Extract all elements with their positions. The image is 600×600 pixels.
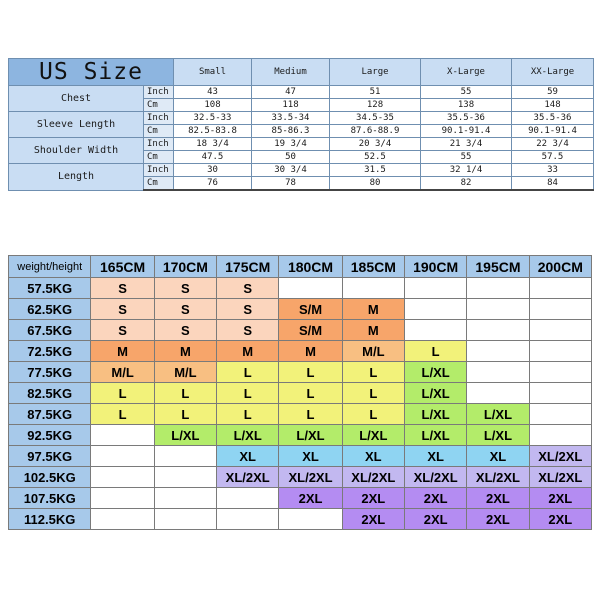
weight-row (9, 488, 592, 509)
weight-label: 92.5KG (9, 425, 91, 446)
size-cell (91, 446, 154, 467)
size-header: Medium (252, 59, 330, 86)
size-cell: L (279, 404, 342, 425)
value-cell: 82.5-83.8 (174, 125, 252, 138)
weight-label: 67.5KG (9, 320, 91, 341)
size-cell: 2XL (404, 488, 466, 509)
size-cell: L (217, 383, 279, 404)
size-header: Small (174, 59, 252, 86)
size-cell (217, 509, 279, 530)
size-cell: M (91, 341, 154, 362)
size-cell: S (154, 278, 216, 299)
weight-height-chart (8, 255, 592, 530)
value-cell: 21 3/4 (421, 138, 512, 151)
size-cell (467, 383, 529, 404)
size-cell: L (279, 383, 342, 404)
size-cell: 2XL (529, 488, 591, 509)
value-cell: 32 1/4 (421, 164, 512, 177)
unit-label: Cm (144, 151, 174, 164)
measure-label: Length (9, 164, 144, 191)
value-cell: 84 (512, 177, 594, 191)
size-cell: S (154, 299, 216, 320)
size-cell: S/M (279, 320, 342, 341)
weight-label: 57.5KG (9, 278, 91, 299)
measure-label: Sleeve Length (9, 112, 144, 138)
value-cell: 52.5 (330, 151, 421, 164)
weight-label: 102.5KG (9, 467, 91, 488)
value-cell: 55 (421, 151, 512, 164)
value-cell: 108 (174, 99, 252, 112)
us-size-chart (8, 58, 594, 191)
value-cell: 80 (330, 177, 421, 191)
value-cell: 59 (512, 86, 594, 99)
weight-row (9, 446, 592, 467)
size-cell (404, 278, 466, 299)
size-cell: L (342, 404, 404, 425)
value-cell: 33.5-34 (252, 112, 330, 125)
weight-label: 112.5KG (9, 509, 91, 530)
value-cell: 22 3/4 (512, 138, 594, 151)
size-cell (91, 425, 154, 446)
size-cell (467, 320, 529, 341)
size-cell: 2XL (467, 509, 529, 530)
value-cell: 138 (421, 99, 512, 112)
value-cell: 78 (252, 177, 330, 191)
measure-row-inch (9, 112, 594, 125)
weight-label: 97.5KG (9, 446, 91, 467)
value-cell: 50 (252, 151, 330, 164)
size-cell (467, 299, 529, 320)
size-cell: 2XL (404, 509, 466, 530)
value-cell: 90.1-91.4 (512, 125, 594, 138)
size-cell: M/L (342, 341, 404, 362)
weight-row (9, 383, 592, 404)
height-header: 170CM (154, 256, 216, 278)
unit-label: Inch (144, 138, 174, 151)
size-cell: 2XL (467, 488, 529, 509)
value-cell: 148 (512, 99, 594, 112)
size-cell: L/XL (404, 404, 466, 425)
size-cell (467, 278, 529, 299)
value-cell: 20 3/4 (330, 138, 421, 151)
size-cell (91, 467, 154, 488)
size-cell: L/XL (279, 425, 342, 446)
size-cell (467, 341, 529, 362)
height-header: 175CM (217, 256, 279, 278)
size-cell: L/XL (467, 404, 529, 425)
size-cell (467, 362, 529, 383)
value-cell: 31.5 (330, 164, 421, 177)
weight-row (9, 509, 592, 530)
size-cell: XL (217, 446, 279, 467)
size-cell (279, 278, 342, 299)
size-cell: 2XL (279, 488, 342, 509)
unit-label: Inch (144, 164, 174, 177)
size-cell: XL (467, 446, 529, 467)
value-cell: 51 (330, 86, 421, 99)
unit-label: Cm (144, 125, 174, 138)
size-cell: S (91, 320, 154, 341)
size-cell: XL/2XL (217, 467, 279, 488)
height-header-row (9, 256, 592, 278)
size-cell: L (342, 362, 404, 383)
size-cell: L (217, 404, 279, 425)
value-cell: 34.5-35 (330, 112, 421, 125)
value-cell: 43 (174, 86, 252, 99)
height-header: 200CM (529, 256, 591, 278)
size-cell (154, 509, 216, 530)
weight-row (9, 404, 592, 425)
unit-label: Inch (144, 86, 174, 99)
size-cell: S (154, 320, 216, 341)
weight-row (9, 341, 592, 362)
size-cell (529, 383, 591, 404)
value-cell: 18 3/4 (174, 138, 252, 151)
unit-label: Inch (144, 112, 174, 125)
size-cell: XL (404, 446, 466, 467)
size-cell: 2XL (342, 488, 404, 509)
size-cell: S (91, 278, 154, 299)
weight-row (9, 362, 592, 383)
size-cell (404, 320, 466, 341)
size-cell: S (217, 320, 279, 341)
size-header: X-Large (421, 59, 512, 86)
value-cell: 30 3/4 (252, 164, 330, 177)
size-cell: S/M (279, 299, 342, 320)
value-cell: 19 3/4 (252, 138, 330, 151)
size-cell (154, 488, 216, 509)
unit-label: Cm (144, 99, 174, 112)
size-cell: L (404, 341, 466, 362)
value-cell: 32.5-33 (174, 112, 252, 125)
value-cell: 30 (174, 164, 252, 177)
size-cell (154, 446, 216, 467)
size-cell: M/L (91, 362, 154, 383)
size-cell: L (342, 383, 404, 404)
size-cell (279, 509, 342, 530)
height-header: 165CM (91, 256, 154, 278)
weight-row (9, 320, 592, 341)
size-cell: L (154, 383, 216, 404)
size-cell: M (342, 299, 404, 320)
size-cell (529, 404, 591, 425)
value-cell: 35.5-36 (421, 112, 512, 125)
size-cell: XL/2XL (529, 446, 591, 467)
size-cell (529, 320, 591, 341)
size-cell: L (217, 362, 279, 383)
size-chart-header-row (9, 59, 594, 86)
size-cell (529, 299, 591, 320)
size-cell: S (91, 299, 154, 320)
value-cell: 76 (174, 177, 252, 191)
size-cell: XL/2XL (342, 467, 404, 488)
size-cell (91, 509, 154, 530)
size-cell: L/XL (154, 425, 216, 446)
size-cell: 2XL (342, 509, 404, 530)
size-cell: XL/2XL (279, 467, 342, 488)
size-cell: M (342, 320, 404, 341)
size-header: XX-Large (512, 59, 594, 86)
size-cell (529, 278, 591, 299)
size-chart-brand: US Size (9, 59, 174, 86)
size-cell: L (91, 383, 154, 404)
weight-label: 62.5KG (9, 299, 91, 320)
size-cell: L (91, 404, 154, 425)
value-cell: 47.5 (174, 151, 252, 164)
weight-label: 82.5KG (9, 383, 91, 404)
size-cell (404, 299, 466, 320)
value-cell: 55 (421, 86, 512, 99)
value-cell: 85-86.3 (252, 125, 330, 138)
size-cell (91, 488, 154, 509)
size-cell: L/XL (217, 425, 279, 446)
value-cell: 57.5 (512, 151, 594, 164)
size-cell (342, 278, 404, 299)
height-header: 195CM (467, 256, 529, 278)
measure-row-inch (9, 86, 594, 99)
value-cell: 33 (512, 164, 594, 177)
value-cell: 87.6-88.9 (330, 125, 421, 138)
size-cell: S (217, 299, 279, 320)
size-cell: L (279, 362, 342, 383)
size-cell: M (279, 341, 342, 362)
size-cell: XL/2XL (404, 467, 466, 488)
height-header: 185CM (342, 256, 404, 278)
size-cell: XL (279, 446, 342, 467)
corner-label: weight/height (9, 256, 91, 278)
measure-row-inch (9, 164, 594, 177)
weight-label: 72.5KG (9, 341, 91, 362)
weight-row (9, 299, 592, 320)
size-cell: M (217, 341, 279, 362)
size-header: Large (330, 59, 421, 86)
weight-label: 107.5KG (9, 488, 91, 509)
weight-row (9, 278, 592, 299)
size-cell: XL (342, 446, 404, 467)
value-cell: 35.5-36 (512, 112, 594, 125)
measure-row-inch (9, 138, 594, 151)
weight-row (9, 425, 592, 446)
unit-label: Cm (144, 177, 174, 191)
size-cell: L/XL (467, 425, 529, 446)
value-cell: 118 (252, 99, 330, 112)
size-cell: XL/2XL (467, 467, 529, 488)
weight-label: 87.5KG (9, 404, 91, 425)
value-cell: 128 (330, 99, 421, 112)
size-cell (529, 425, 591, 446)
size-cell (529, 341, 591, 362)
size-cell: L/XL (342, 425, 404, 446)
size-cell (529, 362, 591, 383)
size-cell: XL/2XL (529, 467, 591, 488)
measure-label: Shoulder Width (9, 138, 144, 164)
value-cell: 90.1-91.4 (421, 125, 512, 138)
measure-label: Chest (9, 86, 144, 112)
height-header: 180CM (279, 256, 342, 278)
size-cell: M (154, 341, 216, 362)
size-cell: S (217, 278, 279, 299)
size-cell (154, 467, 216, 488)
weight-height-body (9, 256, 592, 530)
weight-row (9, 467, 592, 488)
value-cell: 82 (421, 177, 512, 191)
value-cell: 47 (252, 86, 330, 99)
size-cell: L/XL (404, 362, 466, 383)
height-header: 190CM (404, 256, 466, 278)
size-cell: 2XL (529, 509, 591, 530)
size-cell: M/L (154, 362, 216, 383)
weight-label: 77.5KG (9, 362, 91, 383)
size-cell: L/XL (404, 425, 466, 446)
size-cell: L (154, 404, 216, 425)
size-cell: L/XL (404, 383, 466, 404)
size-cell (217, 488, 279, 509)
